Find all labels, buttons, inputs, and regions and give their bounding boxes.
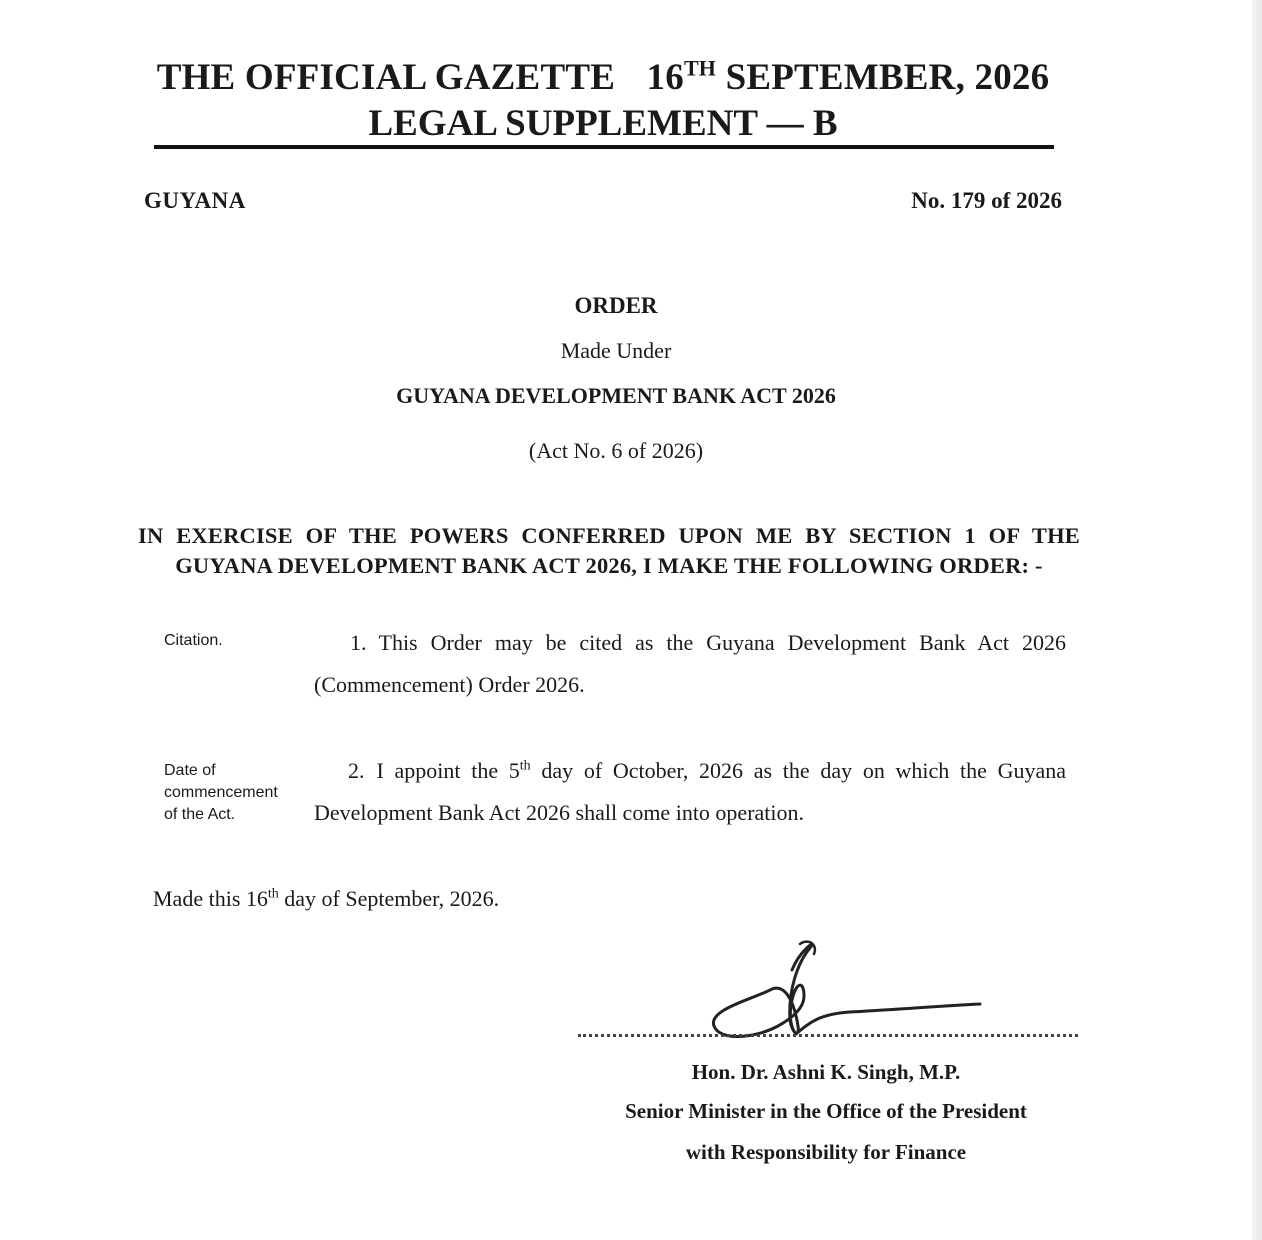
supplement-heading: LEGAL SUPPLEMENT — B (368, 103, 838, 144)
section-2 (314, 750, 1066, 834)
margin-note-commencement (164, 760, 314, 826)
header-rule (154, 145, 1054, 149)
section-1-text: This Order may be cited as the Guyana Development Bank Act 2026 (Commencement) Order 2026. (314, 630, 1066, 697)
enacting-clause: IN EXERCISE OF THE POWERS CONFERRED UPON ME BY SECTION 1 OF THE GUYANA DEVELOPMENT BANK ACT 2026, I MAKE THE FOLLOWING ORDER: - (138, 523, 1080, 578)
gazette-heading (0, 56, 1206, 99)
section-1 (314, 622, 1066, 706)
signatory-name: Hon. Dr. Ashni K. Singh, M.P. (691, 1060, 961, 1084)
gazette-date-day: 16 (646, 57, 684, 98)
made-this-before: Made this 16 (153, 886, 268, 911)
signature-mark (700, 930, 1000, 1050)
made-this-after: day of September, 2026. (278, 886, 500, 911)
gazette-date-suffix: TH (683, 55, 717, 81)
act-number: (Act No. 6 of 2026) (528, 438, 704, 463)
country-label: GUYANA (144, 188, 246, 213)
page-edge-shadow (1252, 0, 1262, 1240)
section-2-text-after: day of October, 2026 as the day on which the Guyana Development Bank Act 2026 shall come into operation. (314, 758, 1066, 825)
signature-line (578, 1034, 1078, 1037)
signatory-title-line-2: with Responsibility for Finance (685, 1140, 967, 1164)
margin-note-citation: Citation. (164, 632, 223, 649)
margin-note-line: Date of (164, 762, 216, 779)
section-2-number: 2. (348, 758, 365, 783)
made-this-date (153, 886, 499, 912)
section-2-ordinal-suffix: th (519, 758, 531, 774)
gazette-date-rest: SEPTEMBER, 2026 (725, 57, 1050, 98)
section-1-number: 1. (350, 630, 367, 655)
gazette-title: THE OFFICIAL GAZETTE (156, 57, 616, 98)
order-number: No. 179 of 2026 (911, 188, 1062, 213)
act-title: GUYANA DEVELOPMENT BANK ACT 2026 (396, 383, 836, 408)
margin-note-line: commencement (164, 784, 278, 801)
made-under-label: Made Under (560, 338, 672, 363)
signatory-title-line-1: Senior Minister in the Office of the President (625, 1099, 1027, 1123)
margin-note-line: of the Act. (164, 806, 236, 823)
section-2-text-before: I appoint the 5 (376, 758, 520, 783)
order-title: ORDER (574, 293, 658, 318)
made-this-suffix: th (267, 886, 279, 902)
